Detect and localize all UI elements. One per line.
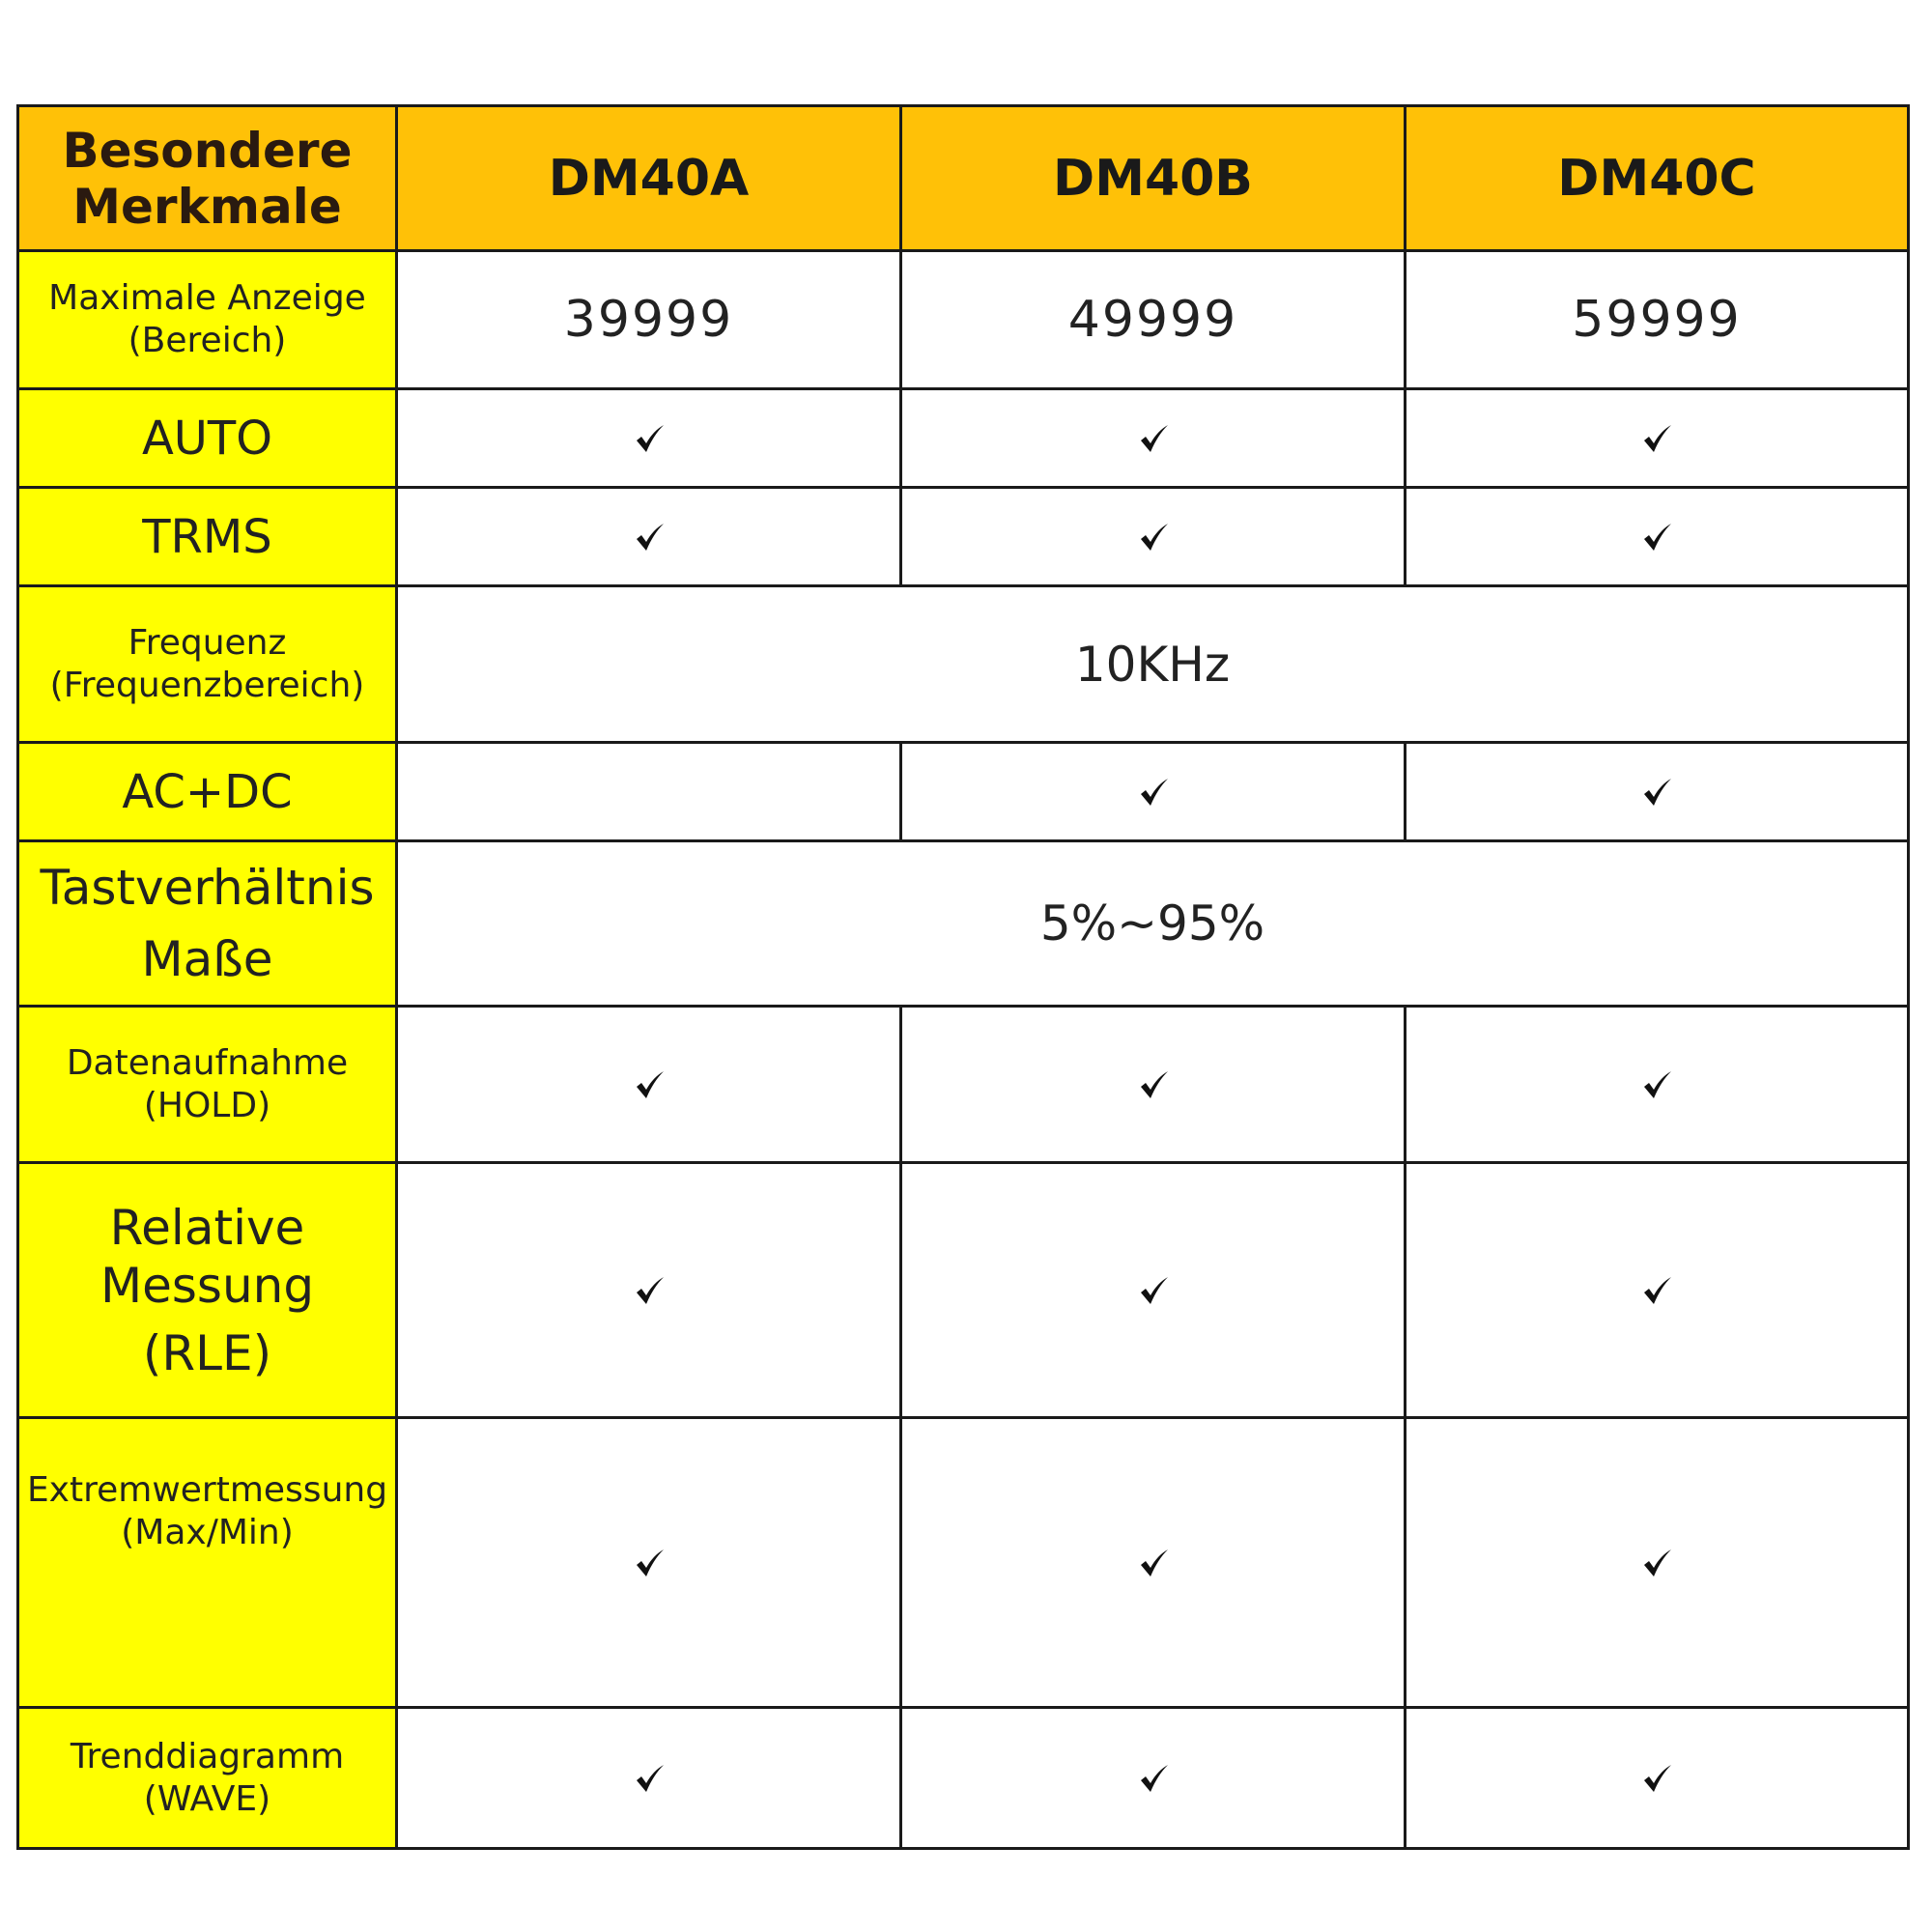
label-line-1: Frequenz: [128, 622, 287, 663]
feature-comparison-table: [16, 104, 1910, 1850]
label-line-2: (Frequenzbereich): [49, 665, 365, 705]
feature-label-extreme: [18, 1418, 397, 1708]
check-cell-dm40b: [901, 389, 1406, 488]
check-cell-dm40b: [901, 1163, 1406, 1418]
check-icon: [1137, 521, 1170, 554]
check-cell-dm40c: [1406, 743, 1909, 841]
check-icon: [1640, 1547, 1673, 1579]
feature-label-auto: AUTO: [18, 389, 397, 488]
model-header-dm40b: DM40B: [901, 106, 1406, 251]
check-icon: [1640, 521, 1673, 554]
model-header-dm40a: DM40A: [397, 106, 901, 251]
check-icon: [633, 521, 666, 554]
check-icon: [1640, 776, 1673, 809]
label-line-1: Tastverhältnis: [40, 860, 375, 916]
check-cell-dm40a: [397, 1007, 901, 1163]
row-trend: [18, 1708, 1909, 1849]
label-line-2: Maße: [141, 931, 273, 987]
check-cell-dm40c: [1406, 1418, 1909, 1708]
check-icon: [1137, 1762, 1170, 1795]
feature-label-hold: [18, 1007, 397, 1163]
row-auto: [18, 389, 1909, 488]
label-line-2: (WAVE): [143, 1778, 271, 1819]
value-dm40a: 39999: [397, 251, 901, 389]
check-icon: [1137, 1547, 1170, 1579]
label-line-2: Messung: [99, 1257, 315, 1314]
check-icon: [1640, 1068, 1673, 1101]
check-cell-dm40a: [397, 1163, 901, 1418]
check-cell-dm40b: [901, 1418, 1406, 1708]
feature-label-max-display: [18, 251, 397, 389]
check-icon: [1640, 1762, 1673, 1795]
row-relative: [18, 1163, 1909, 1418]
label-line-1: Relative: [109, 1199, 305, 1256]
label-line-3: (RLE): [142, 1324, 272, 1381]
check-cell-dm40a: [397, 1708, 901, 1849]
frequency-value: 10KHz: [397, 586, 1909, 743]
check-icon: [633, 1068, 666, 1101]
check-icon: [1640, 422, 1673, 455]
feature-label-trms: TRMS: [18, 488, 397, 586]
check-cell-dm40a: [397, 389, 901, 488]
check-icon: [1640, 1274, 1673, 1307]
row-trms: [18, 488, 1909, 586]
check-icon: [633, 422, 666, 455]
check-icon: [633, 1274, 666, 1307]
check-icon: [1137, 1274, 1170, 1307]
corner-header: [18, 106, 397, 251]
check-cell-dm40b: [901, 1708, 1406, 1849]
check-cell-dm40a: [397, 1418, 901, 1708]
row-extreme: [18, 1418, 1909, 1708]
model-header-dm40c: DM40C: [1406, 106, 1909, 251]
row-duty: [18, 841, 1909, 1007]
check-cell-dm40c: [1406, 389, 1909, 488]
empty-cell-dm40a: [397, 743, 901, 841]
row-frequency: [18, 586, 1909, 743]
label-line-2: (HOLD): [143, 1085, 271, 1125]
label-line-1: Datenaufnahme: [66, 1042, 349, 1083]
check-cell-dm40a: [397, 488, 901, 586]
check-icon: [1137, 1068, 1170, 1101]
duty-value: 5%~95%: [397, 841, 1909, 1007]
check-cell-dm40c: [1406, 1007, 1909, 1163]
feature-label-relative: [18, 1163, 397, 1418]
check-icon: [633, 1547, 666, 1579]
check-cell-dm40b: [901, 1007, 1406, 1163]
label-line-1: Maximale Anzeige: [48, 278, 366, 318]
label-line-2: (Max/Min): [121, 1513, 294, 1552]
feature-label-acdc: AC+DC: [18, 743, 397, 841]
check-cell-dm40c: [1406, 1163, 1909, 1418]
check-cell-dm40b: [901, 488, 1406, 586]
feature-label-frequency: [18, 586, 397, 743]
check-cell-dm40c: [1406, 488, 1909, 586]
row-max-display: [18, 251, 1909, 389]
header-row: [18, 106, 1909, 251]
value-dm40c: 59999: [1406, 251, 1909, 389]
row-acdc: [18, 743, 1909, 841]
check-cell-dm40c: [1406, 1708, 1909, 1849]
label-line-1: Trenddiagramm: [70, 1736, 345, 1776]
row-hold: [18, 1007, 1909, 1163]
corner-line-2: Merkmale: [72, 178, 342, 235]
check-icon: [1137, 422, 1170, 455]
corner-line-1: Besondere: [62, 122, 353, 179]
check-cell-dm40b: [901, 743, 1406, 841]
label-line-1: Extremwertmessung: [26, 1470, 388, 1510]
feature-label-trend: [18, 1708, 397, 1849]
label-line-2: (Bereich): [128, 321, 287, 360]
value-dm40b: 49999: [901, 251, 1406, 389]
feature-label-duty: [18, 841, 397, 1007]
check-icon: [1137, 776, 1170, 809]
check-icon: [633, 1762, 666, 1795]
